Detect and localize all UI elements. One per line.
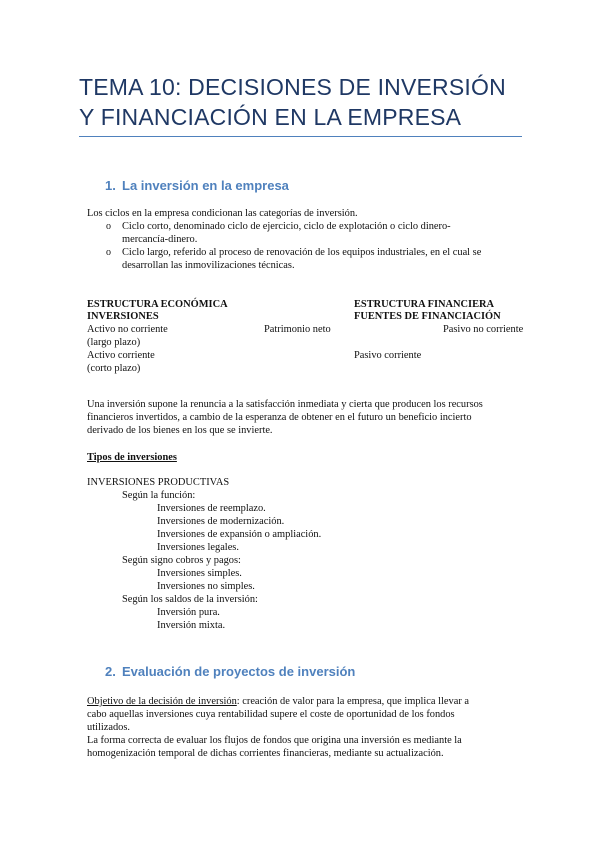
definition-line-2: financieros invertidos, a cambio de la esperanza de obtener en el futuro un beneficio incierto (87, 412, 472, 423)
list-item: Inversión mixta. (157, 620, 226, 631)
patrimonio-neto: Patrimonio neto (264, 324, 331, 335)
inversiones-productivas: INVERSIONES PRODUCTIVAS (87, 477, 230, 488)
bullet-2-line-1: Ciclo largo, referido al proceso de renovación de los equipos industriales, en el cual se (122, 247, 482, 258)
bullet-marker: o (106, 221, 111, 232)
bullet-marker: o (106, 247, 111, 258)
definition-line-1: Una inversión supone la renuncia a la satisfacción inmediata y cierta que producen los recursos (87, 399, 483, 410)
econ-structure-title: ESTRUCTURA ECONÓMICA (87, 299, 228, 310)
section-2-heading (105, 664, 355, 679)
objetivo-rest: : creación de valor para la empresa, que implica llevar a (236, 696, 469, 707)
bullet-2-line-2: desarrollan las inmovilizaciones técnicas. (122, 260, 295, 271)
tipos-heading: Tipos de inversiones (87, 452, 177, 463)
list-item: Inversiones legales. (157, 542, 239, 553)
corto-plazo: (corto plazo) (87, 363, 141, 374)
activo-no-corriente: Activo no corriente (87, 324, 168, 335)
segun-saldos: Según los saldos de la inversión: (122, 594, 258, 605)
section-2-line: cabo aquellas inversiones cuya rentabilidad supere el coste de oportunidad de los fondos (87, 709, 455, 720)
section-1-number: 1. (105, 178, 116, 193)
intro-paragraph: Los ciclos en la empresa condicionan las categorías de inversión. (87, 208, 358, 219)
section-2-line: homogenización temporal de dichas corrientes financieras, mediante su actualización. (87, 748, 444, 759)
section-1-heading (105, 178, 289, 193)
list-item: Inversiones de modernización. (157, 516, 285, 527)
objetivo-label: Objetivo de la decisión de inversión (87, 696, 237, 707)
largo-plazo: (largo plazo) (87, 337, 141, 348)
section-2-line: utilizados. (87, 722, 130, 733)
pasivo-no-corriente: Pasivo no corriente (443, 324, 524, 335)
list-item: Inversión pura. (157, 607, 220, 618)
list-item: Inversiones simples. (157, 568, 242, 579)
title-underline (79, 136, 522, 137)
title-line-2: Y FINANCIACIÓN EN LA EMPRESA (79, 104, 462, 130)
objetivo-line (87, 695, 469, 708)
list-item: Inversiones de reemplazo. (157, 503, 266, 514)
definition-line-3: derivado de los bienes en los que se invierte. (87, 425, 273, 436)
list-item: Inversiones no simples. (157, 581, 255, 592)
section-1-title: La inversión en la empresa (122, 178, 289, 193)
section-2-line: La forma correcta de evaluar los flujos de fondos que origina una inversión es mediante la (87, 735, 462, 746)
econ-structure-subtitle: INVERSIONES (87, 311, 159, 322)
segun-funcion: Según la función: (122, 490, 196, 501)
bullet-1-line-2: mercancía-dinero. (122, 234, 198, 245)
section-2-title: Evaluación de proyectos de inversión (122, 664, 356, 679)
bullet-1-line-1: Ciclo corto, denominado ciclo de ejercicio, ciclo de explotación o ciclo dinero- (122, 221, 451, 232)
pasivo-corriente: Pasivo corriente (354, 350, 422, 361)
fin-structure-subtitle: FUENTES DE FINANCIACIÓN (354, 311, 501, 322)
title-line-1: TEMA 10: DECISIONES DE INVERSIÓN (79, 74, 506, 100)
document-title (79, 72, 539, 132)
section-2-number: 2. (105, 664, 116, 679)
segun-signo: Según signo cobros y pagos: (122, 555, 241, 566)
activo-corriente: Activo corriente (87, 350, 155, 361)
list-item: Inversiones de expansión o ampliación. (157, 529, 322, 540)
fin-structure-title: ESTRUCTURA FINANCIERA (354, 299, 495, 310)
